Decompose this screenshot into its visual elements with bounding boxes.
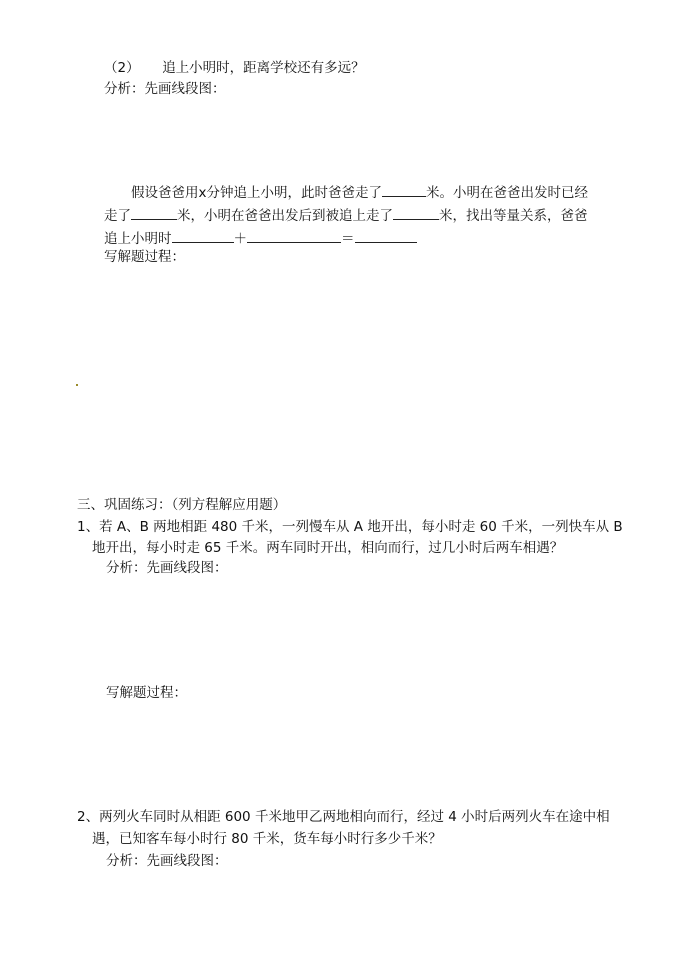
question-number: （2） xyxy=(104,60,140,76)
fill-line-2: 走了 米，小明在爸爸出发后到被追上走了 米，找出等量关系，爸爸 xyxy=(104,208,588,224)
blank-2 xyxy=(131,206,177,220)
blank-6 xyxy=(355,229,417,243)
fill-line-3: 追上小明时 ＋ ＝ xyxy=(104,229,417,248)
problem-2-line-1: 2、两列火车同时从相距 600 千米地甲乙两地相向而行，经过 4 小时后两列火车在途中相 xyxy=(77,809,610,825)
analysis-label: 分析：先画线段图： xyxy=(104,81,226,97)
blank-5 xyxy=(247,229,341,243)
blank-4 xyxy=(172,229,234,243)
problem-1-line-1: 1、若 A、B 两地相距 480 千米，一列慢车从 A 地开出，每小时走 60 千米，一列快车从 B xyxy=(77,519,623,535)
problem-1-analysis: 分析：先画线段图： xyxy=(106,560,228,576)
process-label: 写解题过程： xyxy=(104,249,185,265)
blank-3 xyxy=(393,206,439,220)
problem-1-line-2: 地开出，每小时走 65 千米。两车同时开出，相向而行，过几小时后两车相遇？ xyxy=(92,540,564,556)
blank-1 xyxy=(382,183,426,197)
problem-1-process: 写解题过程： xyxy=(106,685,187,701)
question-2 xyxy=(104,59,365,77)
problem-2-line-2: 遇，已知客车每小时行 80 千米，货车每小时行多少千米？ xyxy=(92,831,442,847)
problem-2-analysis: 分析：先画线段图： xyxy=(106,853,228,869)
fill-line-1: 假设爸爸用x分钟追上小明，此时爸爸走了 米。小明在爸爸出发时已经 xyxy=(131,185,588,201)
stray-dot xyxy=(76,384,78,386)
question-text: 追上小明时，距离学校还有多远？ xyxy=(162,60,365,76)
section-heading: 三、巩固练习：（列方程解应用题） xyxy=(77,497,287,513)
